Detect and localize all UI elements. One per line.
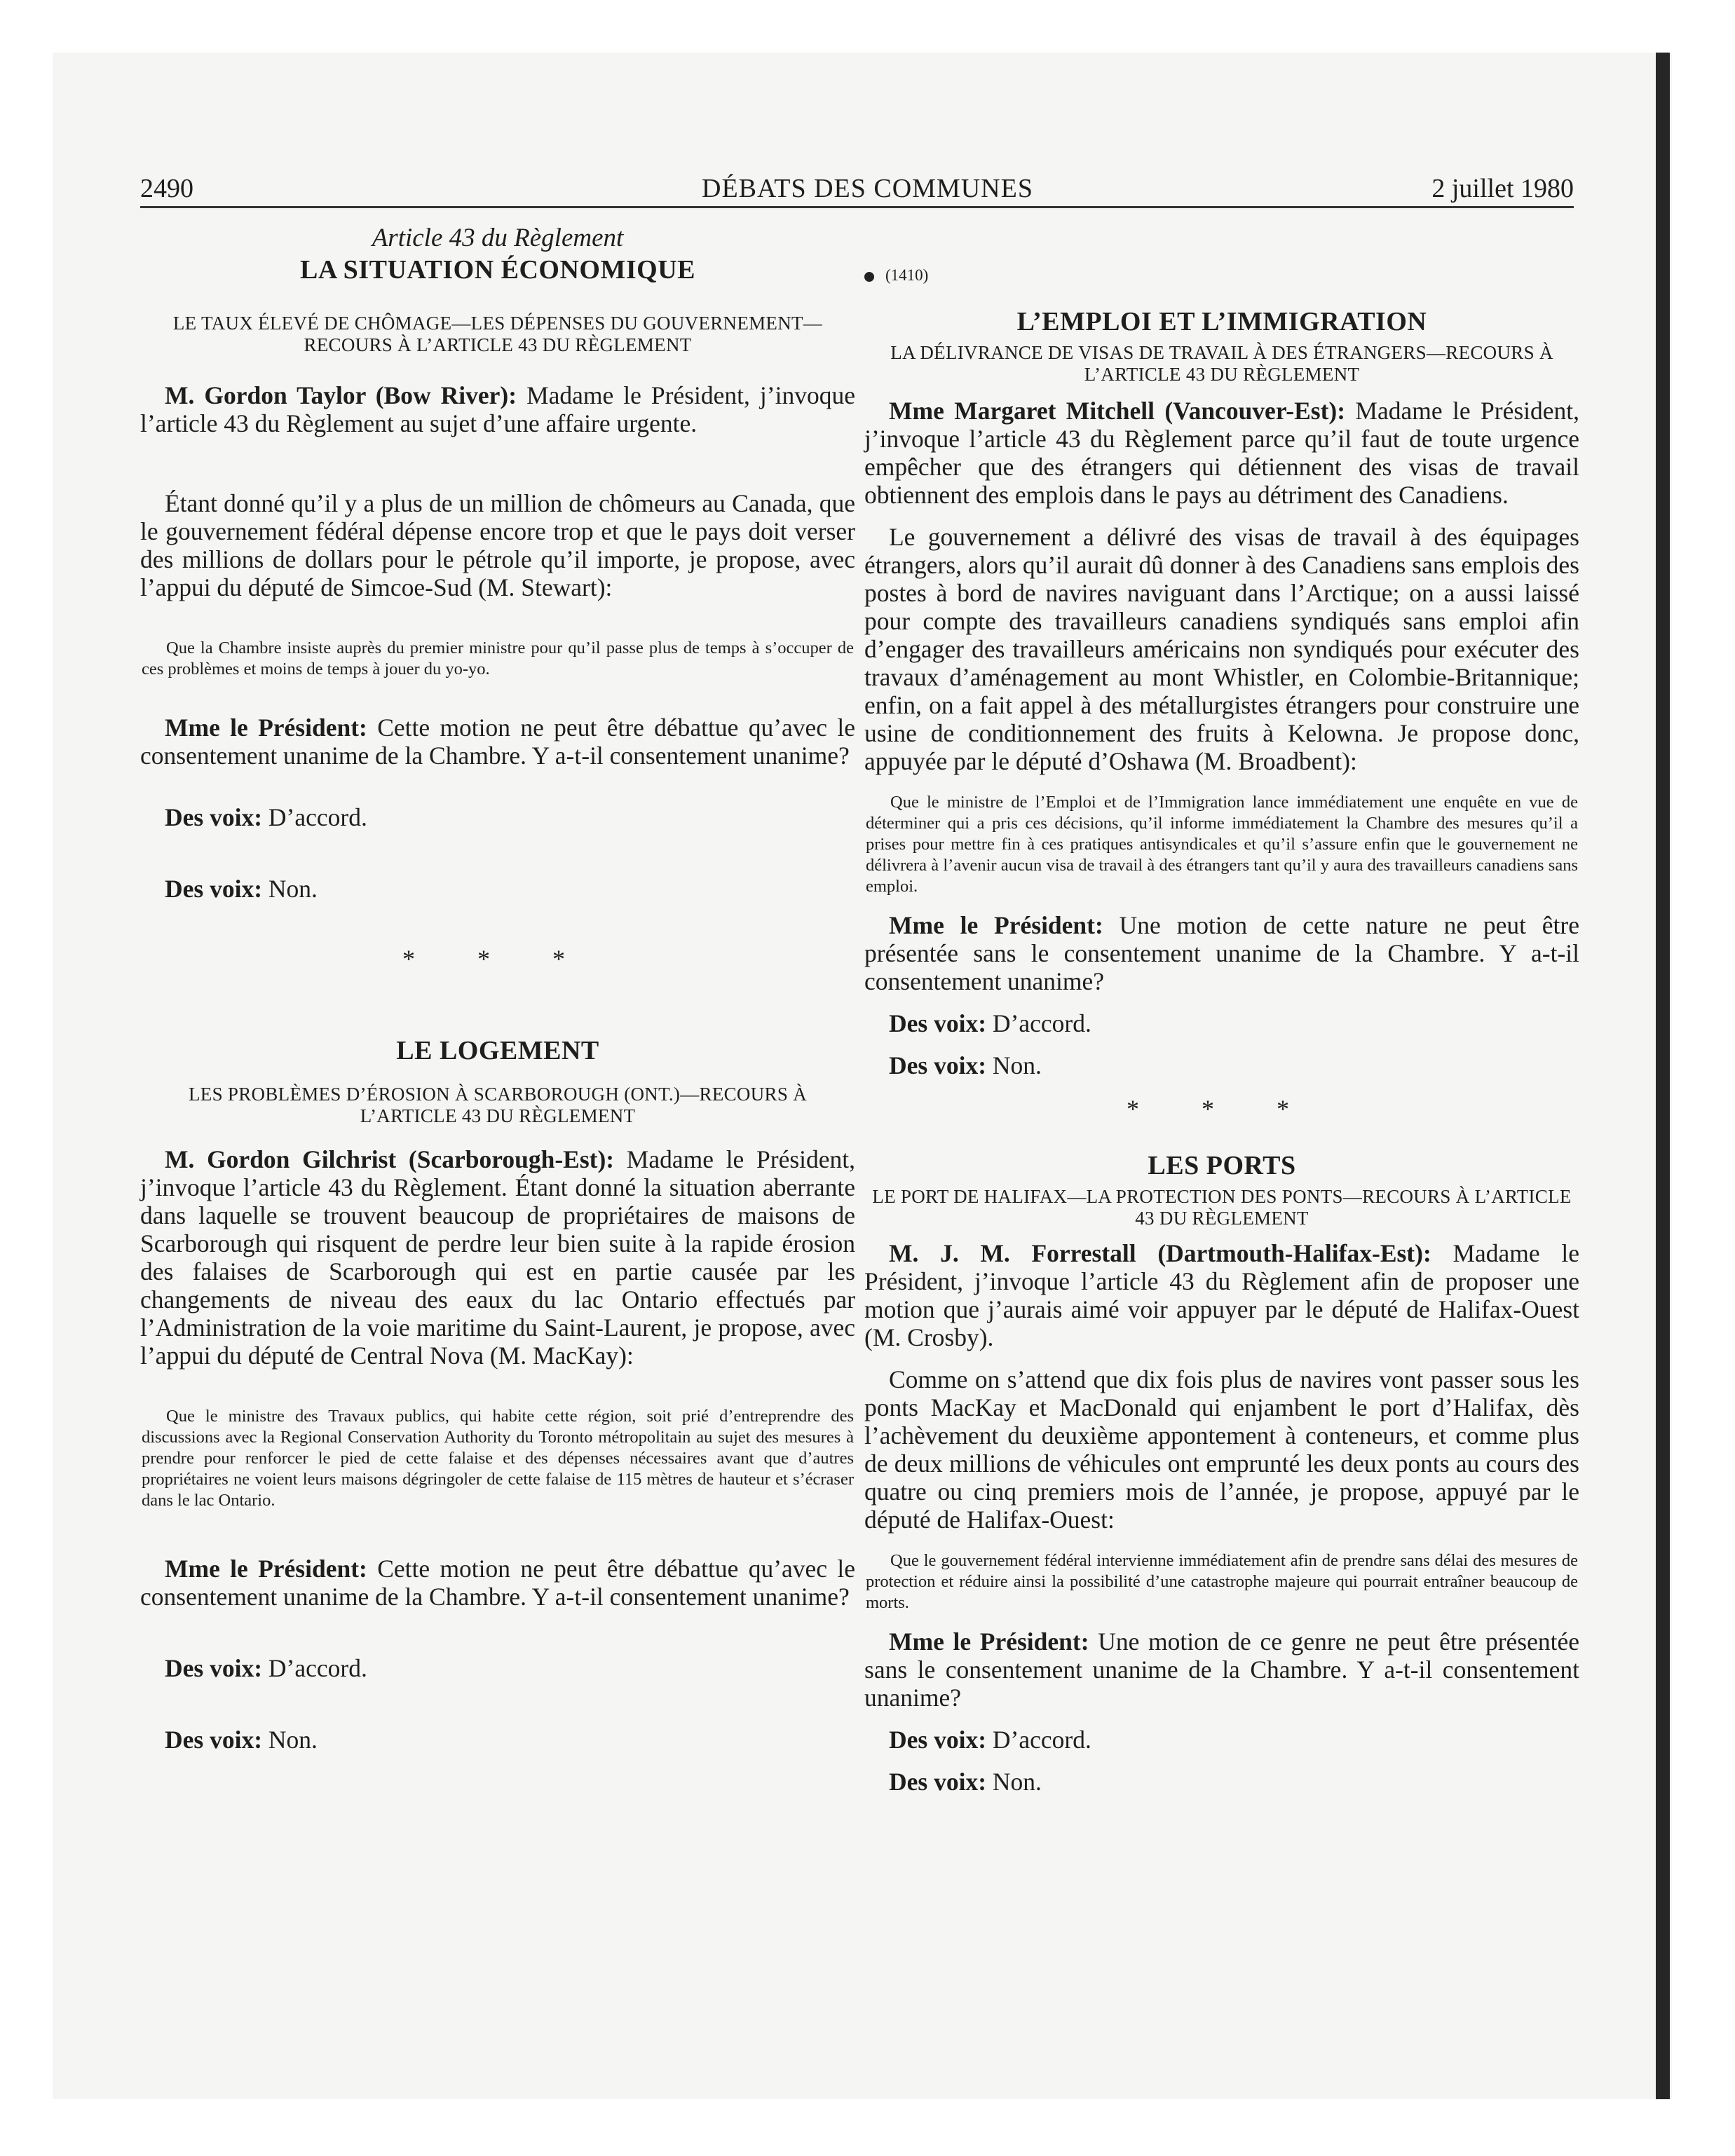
speaker-voix: Des voix: [889, 1009, 987, 1037]
text-voix: D’accord. [262, 803, 367, 831]
text-taylor: Madame le Président, j’invoque l’article 43 du Règlement au sujet d’une affaire urgente. [140, 381, 855, 437]
text-president: Une motion de ce genre ne peut être présentée sans le consentement unanime de la Chambre. Y a-t-il consentement unanime? [864, 1628, 1579, 1712]
time-marker [864, 265, 1579, 286]
text-voix: D’accord. [262, 1654, 367, 1682]
speaker-president: Mme le Président: [889, 911, 1103, 939]
paragraph-voix-8 [864, 1768, 1579, 1796]
bullet-dot-icon [864, 272, 874, 282]
speaker-voix: Des voix: [165, 1726, 263, 1754]
article-heading: Article 43 du Règlement [372, 224, 624, 252]
speaker-mitchell: Mme Margaret Mitchell (Vancouver-Est): [889, 397, 1346, 425]
text-voix: Non. [262, 1726, 318, 1754]
section-separator: * * * [1127, 1095, 1317, 1123]
speaker-voix: Des voix: [165, 875, 263, 903]
paragraph-president-2 [140, 1555, 855, 1611]
text-president: Cette motion ne peut être débattue qu’avec le consentement unanime de la Chambre. Y a-t-il consentement unanime? [140, 1555, 856, 1611]
text-voix: Non. [986, 1768, 1042, 1796]
right-column [864, 223, 1579, 1796]
speaker-forrestall: M. J. M. Forrestall (Dartmouth-Halifax-Est): [889, 1239, 1431, 1267]
paragraph-taylor [140, 381, 855, 437]
speaker-taylor: M. Gordon Taylor (Bow River): [165, 381, 517, 409]
paragraph-voix-2 [140, 875, 855, 903]
text-gilchrist: Madame le Président, j’invoque l’article 43 du Règlement. Étant donné la situation aberrante dans laquelle se trouvent beaucoup de propriétaires de maisons de Scarborough qui risquent de perdre leur bien suite à la rapide érosion des falaises de Scarborough qui est en partie causée par les changements de niveau des eaux du lac Ontario effectués par l’Administration de la voie maritime du Saint-Laurent, je propose, avec l’appui du député de Central Nova (M. MacKay): [140, 1145, 855, 1370]
speaker-president: Mme le Président: [889, 1628, 1089, 1656]
section-title-emploi: L’EMPLOI ET L’IMMIGRATION [1016, 307, 1427, 336]
paragraph-voix-4 [140, 1726, 855, 1754]
text-president: Cette motion ne peut être débattue qu’avec le consentement unanime de la Chambre. Y a-t-il consentement unanime? [140, 714, 856, 770]
section-title-economie: LA SITUATION ÉCONOMIQUE [299, 255, 695, 285]
text-president: Une motion de cette nature ne peut être présentée sans le consentement unanime de la Chambre. Y a-t-il consentement unanime? [864, 911, 1579, 995]
speaker-voix: Des voix: [889, 1726, 987, 1754]
paragraph-navires: Comme on s’attend que dix fois plus de navires vont passer sous les ponts MacKay et MacDonald qui enjambent le port d’Halifax, dès l’achèvement du deuxième appontement à conteneurs, et comme plus de deux millions de véhicules ont emprunté les deux ponts au cours des quatre ou cinq premiers mois de l’année, je propose, appuyé par le député de Halifax-Ouest: [864, 1365, 1579, 1534]
left-column [140, 223, 855, 1754]
motion-falaises: Que le ministre des Travaux publics, qui habite cette région, soit prié d’entreprendre des discussions avec la Regional Conservation Authority du Toronto métropolitain au sujet des mesures à prendre pour renforcer le pied de cette falaise et des dépenses nécessaires avant que d’autres propriétaires ne voient leurs maisons dégringoler de cette falaise de 115 mètres de hauteur et s’écraser dans le lac Ontario. [142, 1407, 854, 1510]
subheading-erosion: LES PROBLÈMES D’ÉROSION À SCARBOROUGH (ONT.)—RECOURS À L’ARTICLE 43 DU RÈGLEMENT [188, 1084, 808, 1126]
motion-ponts: Que le gouvernement fédéral intervienne immédiatement afin de prendre sans délai des mesures de protection et réduire ainsi la possibilité d’une catastrophe majeure qui pourrait entraîner beaucoup de morts. [866, 1551, 1578, 1612]
paragraph-voix-6 [864, 1051, 1579, 1079]
text-mitchell: Madame le Président, j’invoque l’article 43 du Règlement parce qu’il faut de toute urgence empêcher que des étrangers qui détiennent des visas de travail obtiennent des emplois dans le pays au détriment des Canadiens. [864, 397, 1580, 509]
text-voix: Non. [262, 875, 318, 903]
paragraph-chomeurs: Étant donné qu’il y a plus de un million de chômeurs au Canada, que le gouvernement fédéral dépense encore trop et que le pays doit verser des millions de dollars pour le pétrole qu’il importe, je propose, avec l’appui du député de Simcoe-Sud (M. Stewart): [140, 489, 855, 601]
subheading-chomage: LE TAUX ÉLEVÉ DE CHÔMAGE—LES DÉPENSES DU GOUVERNEMENT—RECOURS À L’ARTICLE 43 DU RÈGLEMENT [172, 313, 823, 355]
paragraph-voix-3 [140, 1654, 855, 1682]
subheading-halifax: LE PORT DE HALIFAX—LA PROTECTION DES PONTS—RECOURS À L’ARTICLE 43 DU RÈGLEMENT [872, 1186, 1572, 1229]
paragraph-mitchell [864, 397, 1579, 509]
publication-title: DÉBATS DES COMMUNES [702, 174, 1033, 203]
text-forrestall: Madame le Président, j’invoque l’article 43 du Règlement afin de proposer une motion que j’aurais aimé voir appuyer par le député de Halifax-Ouest (M. Crosby). [864, 1239, 1579, 1351]
speaker-president: Mme le Président: [165, 1555, 367, 1583]
paragraph-gilchrist [140, 1145, 855, 1370]
paragraph-voix-1 [140, 803, 855, 831]
scan-edge-shadow [1656, 53, 1670, 2099]
paragraph-visas: Le gouvernement a délivré des visas de travail à des équipages étrangers, alors qu’il aurait dû donner à des Canadiens sans emplois des postes à bord de navires naviguant dans l’Arctique; on a aussi laissé pour compte des travailleurs canadiens syndiqués sans emploi afin d’engager des travailleurs américains non syndiqués pour exécuter des travaux d’aménagement au mont Whistler, en Colombie-Britannique; enfin, on a fait appel à des métallurgistes étrangers pour construire une usine de conditionnement des fruits à Kelowna. Je propose donc, appuyée par le député d’Oshawa (M. Broadbent): [864, 523, 1579, 775]
section-title-ports: LES PORTS [1148, 1151, 1296, 1180]
paragraph-voix-5 [864, 1009, 1579, 1037]
time-marker-text: (1410) [885, 266, 929, 284]
text-voix: Non. [986, 1051, 1042, 1079]
paragraph-forrestall [864, 1239, 1579, 1351]
paragraph-president-1 [140, 714, 855, 770]
header-rule [140, 206, 1574, 208]
paragraph-president-3 [864, 911, 1579, 995]
speaker-voix: Des voix: [889, 1051, 987, 1079]
text-voix: D’accord. [986, 1009, 1091, 1037]
paragraph-president-4 [864, 1628, 1579, 1712]
motion-enquete: Que le ministre de l’Emploi et de l’Immigration lance immédiatement une enquête en vue de déterminer qui a pris ces décisions, qu’il informe immédiatement la Chambre des mesures qu’il a prises pour mettre fin à ces pratiques antisyndicales et qu’il s’assure enfin que le gouvernement ne délivrera à l’avenir aucun visa de travail à des étrangers tant qu’il y aura des travailleurs canadiens sans emploi. [866, 793, 1578, 896]
page-number: 2490 [140, 174, 193, 203]
paragraph-voix-7 [864, 1726, 1579, 1754]
motion-yoyo: Que la Chambre insiste auprès du premier ministre pour qu’il passe plus de temps à s’occuper de ces problèmes et moins de temps à jouer du yo-yo. [142, 639, 854, 678]
section-title-logement: LE LOGEMENT [396, 1036, 599, 1065]
text-voix: D’accord. [986, 1726, 1091, 1754]
speaker-gilchrist: M. Gordon Gilchrist (Scarborough-Est): [165, 1145, 615, 1173]
subheading-visas: LA DÉLIVRANCE DE VISAS DE TRAVAIL À DES ÉTRANGERS—RECOURS À L’ARTICLE 43 DU RÈGLEMENT [890, 342, 1553, 385]
speaker-president: Mme le Président: [165, 714, 367, 742]
speaker-voix: Des voix: [165, 803, 263, 831]
speaker-voix: Des voix: [889, 1768, 987, 1796]
speaker-voix: Des voix: [165, 1654, 263, 1682]
publication-date: 2 juillet 1980 [1431, 174, 1574, 203]
section-separator: * * * [402, 945, 593, 973]
